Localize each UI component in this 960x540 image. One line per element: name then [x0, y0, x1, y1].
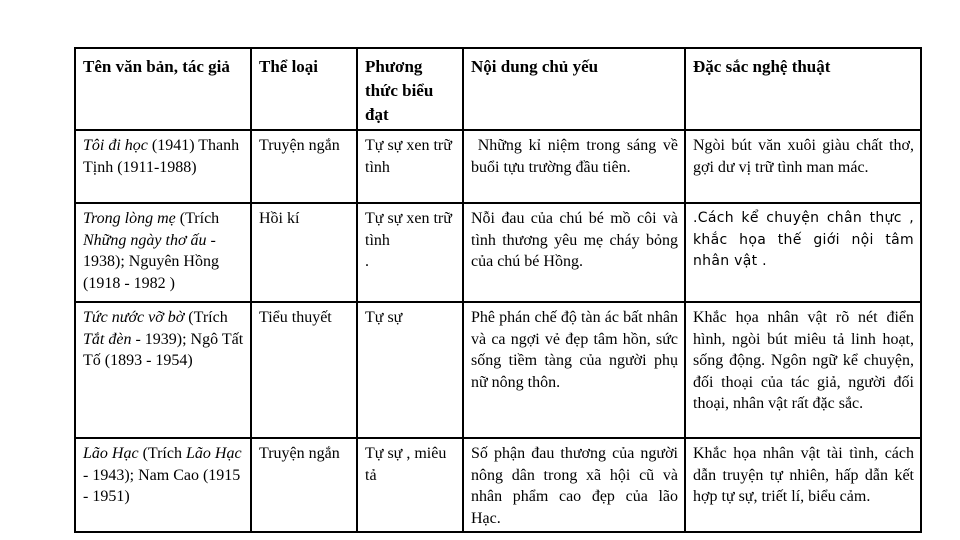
work-info: - 1939); Ngô Tất Tố (1893 - 1954): [83, 330, 244, 369]
cell-mode: [357, 203, 463, 302]
work-title: Trong lòng mẹ: [83, 210, 176, 227]
cell-title: [75, 302, 251, 438]
work-title: Tôi đi học: [83, 137, 148, 154]
cell-mode: Tự sự xen trữ tình: [357, 130, 463, 203]
work-info: (Trích: [138, 445, 186, 462]
literature-summary-table: [74, 47, 922, 533]
cell-genre: Truyện ngắn: [251, 130, 357, 203]
cell-genre: Tiểu thuyết: [251, 302, 357, 438]
mode-extra: .: [365, 253, 369, 270]
header-art: Đặc sắc nghệ thuật: [685, 48, 921, 130]
cell-art: .Cách kể chuyện chân thực , khắc họa thế giới nội tâm nhân vật .: [685, 203, 921, 302]
work-info: - 1943); Nam Cao (1915 - 1951): [83, 466, 241, 505]
table-row: [75, 438, 921, 532]
work-info: (Trích: [175, 210, 220, 227]
table-row: [75, 203, 921, 302]
cell-mode: Tự sự: [357, 302, 463, 438]
mode-text: Tự sự xen trữ tình: [365, 210, 452, 249]
work-title: Tức nước vỡ bờ: [83, 309, 185, 326]
cell-title: [75, 130, 251, 203]
cell-content: Số phận đau thương của người nông dân trong xã hội cũ và nhân phẩm cao đẹp của lão Hạc.: [463, 438, 685, 532]
table-row: [75, 130, 921, 203]
header-content: Nội dung chủ yếu: [463, 48, 685, 130]
cell-title: [75, 438, 251, 532]
work-title: Lão Hạc: [83, 445, 139, 462]
header-mode: Phương thức biểu đạt: [357, 48, 463, 130]
cell-art: Khắc họa nhân vật tài tình, cách dẫn truyện tự nhiên, hấp dẫn kết hợp tự sự, triết lí, biểu cảm.: [685, 438, 921, 532]
source-title: Tắt đèn: [83, 330, 132, 348]
header-row: [75, 48, 921, 130]
work-info: - 1938); Nguyên Hồng (1918 - 1982 ): [83, 231, 219, 292]
cell-genre: Truyện ngắn: [251, 438, 357, 532]
cell-art: Ngòi bút văn xuôi giàu chất thơ, gợi dư vị trữ tình man mác.: [685, 130, 921, 203]
source-title: Những ngày thơ ấu: [83, 231, 211, 249]
header-title-author: Tên văn bản, tác giả: [75, 48, 251, 130]
cell-art: Khắc họa nhân vật rõ nét điển hình, ngòi bút miêu tả linh hoạt, sống động. Ngôn ngữ kể chuyện, đối thoại của tác giả, người đối thoại, nhân vật rất đặc sắc.: [685, 302, 921, 438]
work-info: (1941) Thanh Tịnh (1911-1988): [83, 137, 240, 176]
cell-genre: Hồi kí: [251, 203, 357, 302]
cell-content: Nỗi đau của chú bé mồ côi và tình thương yêu mẹ cháy bỏng của chú bé Hồng.: [463, 203, 685, 302]
cell-content: Phê phán chế độ tàn ác bất nhân và ca ngợi vẻ đẹp tâm hồn, sức sống tiềm tàng của người phụ nữ nông thôn.: [463, 302, 685, 438]
header-genre: Thể loại: [251, 48, 357, 130]
cell-content: Những kỉ niệm trong sáng về buổi tựu trường đầu tiên.: [463, 130, 685, 203]
cell-title: [75, 203, 251, 302]
table-row: [75, 302, 921, 438]
cell-mode: Tự sự , miêu tả: [357, 438, 463, 532]
work-info: (Trích: [184, 309, 228, 326]
source-title: Lão Hạc: [185, 445, 242, 462]
